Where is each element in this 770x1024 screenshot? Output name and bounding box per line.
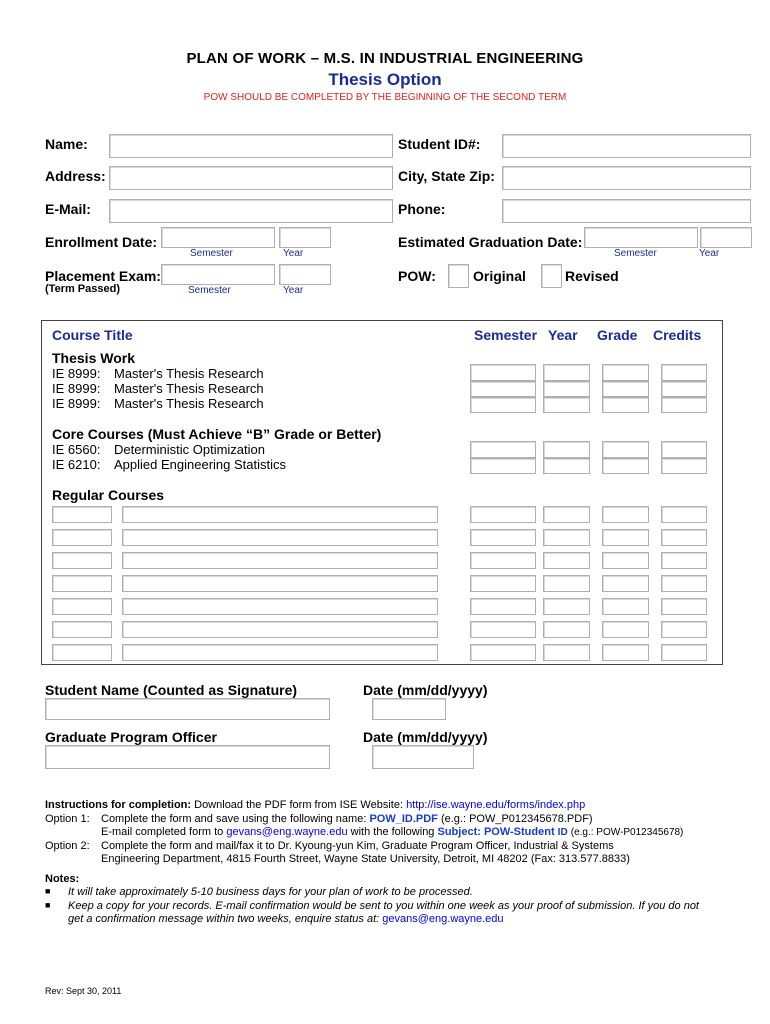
placement-year-field[interactable] — [279, 264, 331, 285]
regular-semester-1[interactable] — [470, 506, 536, 523]
regular-credits-2[interactable] — [661, 529, 707, 546]
regular-year-2[interactable] — [543, 529, 590, 546]
thesis-grade-1[interactable] — [602, 364, 649, 381]
officer-date-field[interactable] — [372, 745, 474, 769]
officer-label: Graduate Program Officer — [45, 729, 217, 745]
core-semester-2[interactable] — [470, 458, 536, 474]
regular-year-7[interactable] — [543, 644, 590, 661]
instructions-line — [45, 799, 585, 811]
thesis-heading: Thesis Work — [52, 350, 135, 366]
regular-grade-7[interactable] — [602, 644, 649, 661]
city-field[interactable] — [502, 166, 751, 190]
placement-year-caption: Year — [283, 285, 304, 296]
regular-credits-7[interactable] — [661, 644, 707, 661]
thesis-year-2[interactable] — [543, 381, 590, 397]
thesis-code-1: IE 8999: — [52, 366, 101, 381]
revised-checkbox[interactable] — [541, 264, 562, 288]
regular-title-5[interactable] — [122, 598, 438, 615]
enrollment-semester-caption: Semester — [190, 248, 233, 259]
thesis-code-2: IE 8999: — [52, 381, 101, 396]
note2-text: get a confirmation message within two weeks, enquire status at: — [68, 913, 380, 925]
regular-semester-7[interactable] — [470, 644, 536, 661]
regular-year-6[interactable] — [543, 621, 590, 638]
core-name-2: Applied Engineering Statistics — [114, 457, 286, 472]
form-subtitle: Thesis Option — [328, 70, 442, 89]
core-heading: Core Courses (Must Achieve “B” Grade or Better) — [52, 426, 382, 442]
note2-email-link[interactable]: gevans@eng.wayne.edu — [382, 913, 504, 925]
phone-field[interactable] — [502, 199, 751, 223]
core-grade-1[interactable] — [602, 441, 649, 458]
option1-subject-example: (e.g.: POW-P012345678) — [570, 827, 684, 838]
note1-bullet-icon: ■ — [45, 886, 51, 896]
thesis-name-1: Master's Thesis Research — [114, 366, 264, 381]
regular-code-7[interactable] — [52, 644, 112, 661]
revision-date: Rev: Sept 30, 2011 — [45, 986, 122, 996]
student-signature-label: Student Name (Counted as Signature) — [45, 682, 298, 698]
thesis-name-2: Master's Thesis Research — [114, 381, 264, 396]
download-text: Download the PDF form from ISE Website: — [194, 799, 403, 811]
regular-credits-5[interactable] — [661, 598, 707, 615]
option1-label: Option 1: — [45, 813, 90, 825]
term-passed-label: (Term Passed) — [45, 283, 120, 295]
regular-credits-1[interactable] — [661, 506, 707, 523]
regular-title-7[interactable] — [122, 644, 438, 661]
regular-credits-4[interactable] — [661, 575, 707, 592]
name-label: Name: — [45, 136, 88, 152]
enrollment-semester-field[interactable] — [161, 227, 275, 248]
thesis-credits-2[interactable] — [661, 381, 707, 397]
option1-subject-text: with the following — [350, 826, 435, 838]
graduation-semester-caption: Semester — [614, 248, 657, 259]
core-grade-2[interactable] — [602, 458, 649, 474]
regular-semester-2[interactable] — [470, 529, 536, 546]
regular-grade-6[interactable] — [602, 621, 649, 638]
regular-grade-3[interactable] — [602, 552, 649, 569]
graduation-label: Estimated Graduation Date: — [398, 234, 583, 250]
regular-heading: Regular Courses — [52, 487, 165, 503]
thesis-semester-1[interactable] — [470, 364, 536, 381]
col-semester: Semester — [474, 327, 538, 343]
pow-label: POW: — [398, 268, 436, 284]
phone-label: Phone: — [398, 201, 446, 217]
original-label: Original — [473, 268, 526, 284]
regular-credits-6[interactable] — [661, 621, 707, 638]
instructions-heading: Instructions for completion: — [45, 799, 192, 811]
student-id-label: Student ID#: — [398, 136, 481, 152]
city-label: City, State Zip: — [398, 168, 495, 184]
option1-subject: Subject: POW-Student — [437, 826, 555, 838]
name-field[interactable] — [109, 134, 393, 158]
option2-line2: Engineering Department, 4815 Fourth Street, Wayne State University, Detroit, MI 48202 (Fax: 313.577.8833) — [101, 853, 630, 865]
core-code-1: IE 6560: — [52, 442, 101, 457]
thesis-credits-1[interactable] — [661, 364, 707, 381]
core-year-2[interactable] — [543, 458, 590, 474]
note2-line2 — [68, 913, 504, 925]
regular-title-3[interactable] — [122, 552, 438, 569]
thesis-semester-2[interactable] — [470, 381, 536, 397]
thesis-year-1[interactable] — [543, 364, 590, 381]
option1-line2 — [101, 826, 683, 838]
core-credits-1[interactable] — [661, 441, 707, 458]
regular-grade-4[interactable] — [602, 575, 649, 592]
regular-credits-3[interactable] — [661, 552, 707, 569]
thesis-name-3: Master's Thesis Research — [114, 396, 264, 411]
core-code-2: IE 6210: — [52, 457, 101, 472]
regular-semester-5[interactable] — [470, 598, 536, 615]
regular-code-2[interactable] — [52, 529, 112, 546]
student-signature-field[interactable] — [45, 698, 330, 720]
placement-label: Placement Exam: — [45, 268, 161, 284]
regular-year-3[interactable] — [543, 552, 590, 569]
regular-year-5[interactable] — [543, 598, 590, 615]
notes-heading: Notes: — [45, 873, 80, 885]
option2-label: Option 2: — [45, 840, 90, 852]
graduation-year-caption: Year — [699, 248, 720, 259]
regular-title-1[interactable] — [122, 506, 438, 523]
note1-text: It will take approximately 5-10 business days for your plan of work to be processed. — [68, 886, 473, 898]
option1-text: Complete the form and save using the following name: — [101, 813, 367, 825]
revised-label: Revised — [565, 268, 619, 284]
completion-notice: POW SHOULD BE COMPLETED BY THE BEGINNING OF THE SECOND TERM — [203, 92, 567, 103]
option1-email-link[interactable]: gevans@eng.wayne.edu — [226, 826, 348, 838]
regular-code-1[interactable] — [52, 506, 112, 523]
note2-bullet-icon: ■ — [45, 900, 51, 910]
regular-title-2[interactable] — [122, 529, 438, 546]
student-date-label: Date (mm/dd/yyyy) — [363, 682, 488, 698]
option1-line1 — [101, 813, 593, 825]
core-year-1[interactable] — [543, 441, 590, 458]
thesis-credits-3[interactable] — [661, 397, 707, 413]
student-id-field[interactable] — [502, 134, 751, 158]
address-label: Address: — [45, 168, 106, 184]
col-course-title: Course Title — [52, 327, 133, 343]
form-title: PLAN OF WORK – M.S. IN INDUSTRIAL ENGINEERING — [186, 50, 584, 67]
placement-semester-caption: Semester — [188, 285, 231, 296]
regular-year-4[interactable] — [543, 575, 590, 592]
regular-semester-3[interactable] — [470, 552, 536, 569]
regular-code-5[interactable] — [52, 598, 112, 615]
regular-title-4[interactable] — [122, 575, 438, 592]
core-name-1: Deterministic Optimization — [114, 442, 265, 457]
note2-line1: Keep a copy for your records. E-mail confirmation would be sent to you within one week as your proof of submission. If you do not — [68, 900, 699, 912]
core-credits-2[interactable] — [661, 458, 707, 474]
officer-field[interactable] — [45, 745, 330, 769]
email-label: E-Mail: — [45, 201, 91, 217]
core-semester-1[interactable] — [470, 441, 536, 458]
regular-grade-2[interactable] — [602, 529, 649, 546]
thesis-semester-3[interactable] — [470, 397, 536, 413]
col-grade: Grade — [597, 327, 638, 343]
regular-code-4[interactable] — [52, 575, 112, 592]
regular-year-1[interactable] — [543, 506, 590, 523]
placement-semester-field[interactable] — [161, 264, 275, 285]
enrollment-year-field[interactable] — [279, 227, 331, 248]
address-field[interactable] — [109, 166, 393, 190]
email-field[interactable] — [109, 199, 393, 223]
regular-semester-6[interactable] — [470, 621, 536, 638]
enrollment-year-caption: Year — [283, 248, 304, 259]
thesis-year-3[interactable] — [543, 397, 590, 413]
col-year: Year — [548, 327, 578, 343]
option1-email-text: E-mail completed form to — [101, 826, 224, 838]
graduation-year-field[interactable] — [700, 227, 752, 248]
download-link[interactable]: http://ise.wayne.edu/forms/index.php — [406, 799, 586, 811]
regular-semester-4[interactable] — [470, 575, 536, 592]
regular-grade-5[interactable] — [602, 598, 649, 615]
thesis-grade-3[interactable] — [602, 397, 649, 413]
student-date-field[interactable] — [372, 698, 446, 720]
col-credits: Credits — [653, 327, 702, 343]
officer-date-label: Date (mm/dd/yyyy) — [363, 729, 488, 745]
regular-code-6[interactable] — [52, 621, 112, 638]
option2-line1: Complete the form and mail/fax it to Dr. Kyoung-yun Kim, Graduate Program Officer, Industrial & Systems — [101, 840, 614, 852]
option1-id: ID — [557, 827, 568, 838]
regular-code-3[interactable] — [52, 552, 112, 569]
thesis-code-3: IE 8999: — [52, 396, 101, 411]
original-checkbox[interactable] — [448, 264, 469, 288]
regular-grade-1[interactable] — [602, 506, 649, 523]
graduation-semester-field[interactable] — [584, 227, 698, 248]
regular-title-6[interactable] — [122, 621, 438, 638]
option1-filename: POW_ID.PDF — [369, 813, 438, 825]
enrollment-label: Enrollment Date: — [45, 234, 158, 250]
option1-example: (e.g.: POW_P012345678.PDF) — [440, 813, 593, 825]
thesis-grade-2[interactable] — [602, 381, 649, 397]
